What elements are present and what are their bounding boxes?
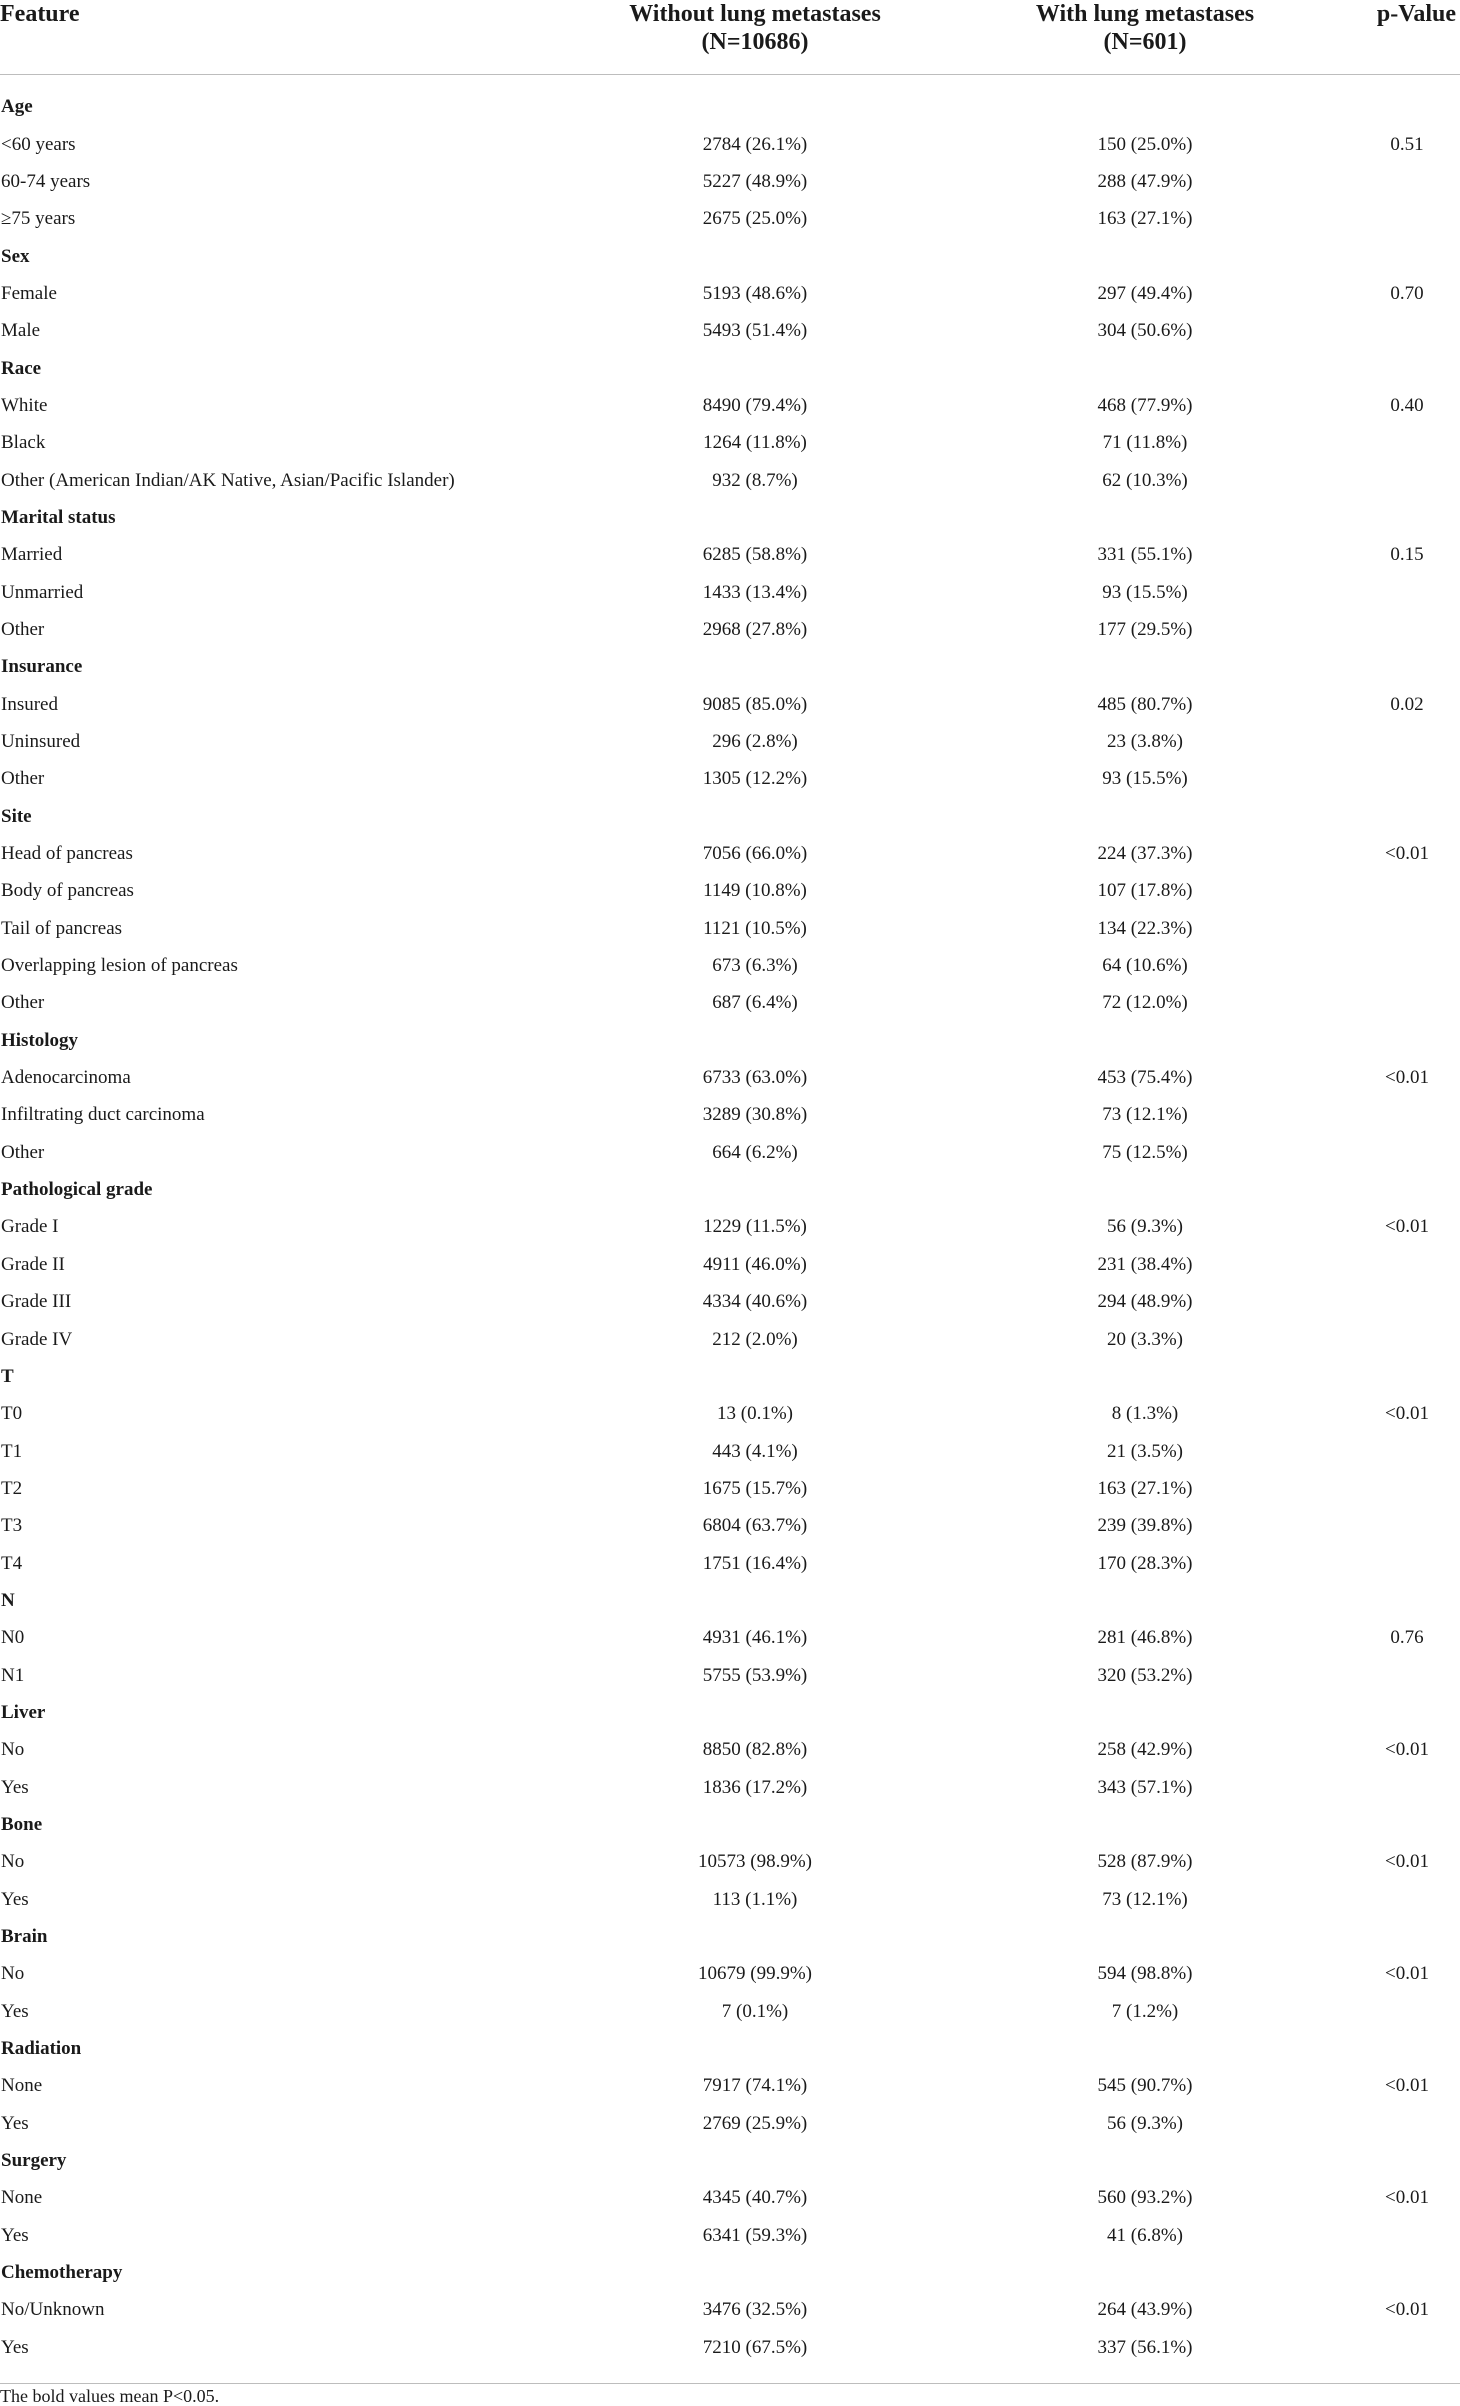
cell-with-lung-metastases: 41 (6.8%) xyxy=(1107,2224,1183,2246)
cell-p-value: 0.15 xyxy=(1390,544,1424,566)
table-row xyxy=(0,1993,1460,2030)
table-row xyxy=(0,872,1460,909)
cell-p-value: <0.01 xyxy=(1385,1739,1429,1761)
row-label: Unmarried xyxy=(1,581,84,603)
table-row xyxy=(0,536,1460,573)
cell-without-lung-metastases: 5227 (48.9%) xyxy=(702,170,808,192)
table-row xyxy=(0,1395,1460,1432)
cell-with-lung-metastases: 64 (10.6%) xyxy=(1102,955,1188,977)
row-label: Infiltrating duct carcinoma xyxy=(1,1104,205,1126)
group-row-sex xyxy=(0,237,1460,274)
group-row-surgery xyxy=(0,2142,1460,2179)
table-row xyxy=(0,1059,1460,1096)
table-body xyxy=(0,75,1460,2366)
table-row xyxy=(0,723,1460,760)
group-row-histology xyxy=(0,1022,1460,1059)
cell-without-lung-metastases: 7056 (66.0%) xyxy=(702,843,808,865)
group-label: Chemotherapy xyxy=(1,2262,123,2284)
cell-p-value xyxy=(1340,424,1460,461)
cell-without-lung-metastases: 1229 (11.5%) xyxy=(703,1216,807,1238)
row-label: No xyxy=(1,1739,25,1761)
cell-p-value: <0.01 xyxy=(1385,1216,1429,1238)
group-label: Race xyxy=(1,357,42,379)
row-label: T0 xyxy=(1,1403,23,1425)
row-label: Yes xyxy=(1,1888,29,1910)
table-row xyxy=(0,2179,1460,2216)
cell-p-value xyxy=(1340,1432,1460,1469)
cell-with-lung-metastases: 71 (11.8%) xyxy=(1102,432,1188,454)
cell-p-value: 0.51 xyxy=(1390,133,1424,155)
group-label: Sex xyxy=(1,245,30,267)
cell-with-lung-metastases: 337 (56.1%) xyxy=(1097,2336,1193,2358)
cell-with-lung-metastases: 258 (42.9%) xyxy=(1097,1739,1193,1761)
table-row xyxy=(0,1656,1460,1693)
table-row xyxy=(0,2105,1460,2142)
table-row xyxy=(0,573,1460,610)
row-label: Female xyxy=(1,282,57,304)
row-label: No/Unknown xyxy=(1,2299,105,2321)
cell-p-value xyxy=(1340,1470,1460,1507)
cell-with-lung-metastases: 73 (12.1%) xyxy=(1102,1104,1188,1126)
cell-without-lung-metastases: 6804 (63.7%) xyxy=(702,1515,808,1537)
row-label: Male xyxy=(1,320,41,342)
cell-p-value xyxy=(1340,2217,1460,2254)
row-label: Grade I xyxy=(1,1216,59,1238)
cell-without-lung-metastases: 7210 (67.5%) xyxy=(702,2336,808,2358)
cell-with-lung-metastases: 7 (1.2%) xyxy=(1111,2000,1179,2022)
cell-without-lung-metastases: 1121 (10.5%) xyxy=(703,917,807,939)
cell-p-value xyxy=(1340,760,1460,797)
table-row xyxy=(0,1768,1460,1805)
cell-with-lung-metastases: 485 (80.7%) xyxy=(1097,693,1193,715)
group-row-pathological-grade xyxy=(0,1171,1460,1208)
row-label: Adenocarcinoma xyxy=(1,1067,131,1089)
table-row xyxy=(0,1507,1460,1544)
cell-without-lung-metastases: 1149 (10.8%) xyxy=(703,880,807,902)
table-row xyxy=(0,1208,1460,1245)
cell-with-lung-metastases: 297 (49.4%) xyxy=(1097,282,1193,304)
cell-p-value xyxy=(1340,984,1460,1021)
row-label: ≥75 years xyxy=(1,208,76,230)
cell-without-lung-metastases: 4334 (40.6%) xyxy=(702,1291,808,1313)
cell-p-value xyxy=(1340,312,1460,349)
cell-without-lung-metastases: 7 (0.1%) xyxy=(721,2000,789,2022)
cell-without-lung-metastases: 3289 (30.8%) xyxy=(702,1104,808,1126)
cell-without-lung-metastases: 113 (1.1%) xyxy=(712,1888,798,1910)
cell-p-value: <0.01 xyxy=(1385,1403,1429,1425)
table-row xyxy=(0,387,1460,424)
cell-without-lung-metastases: 687 (6.4%) xyxy=(712,992,798,1014)
cell-p-value xyxy=(1340,947,1460,984)
header-without-n: (N=10686) xyxy=(701,29,809,55)
cell-p-value xyxy=(1340,1134,1460,1171)
table-row xyxy=(0,2067,1460,2104)
cell-without-lung-metastases: 10679 (99.9%) xyxy=(698,1963,812,1985)
group-row-site xyxy=(0,798,1460,835)
row-label: Yes xyxy=(1,2000,29,2022)
table-row xyxy=(0,611,1460,648)
table-row xyxy=(0,1544,1460,1581)
group-label: Histology xyxy=(1,1029,79,1051)
group-row-bone xyxy=(0,1806,1460,1843)
cell-p-value: <0.01 xyxy=(1385,2075,1429,2097)
cell-with-lung-metastases: 231 (38.4%) xyxy=(1097,1253,1193,1275)
cell-with-lung-metastases: 264 (43.9%) xyxy=(1097,2299,1193,2321)
cell-without-lung-metastases: 6285 (58.8%) xyxy=(702,544,808,566)
group-label: Marital status xyxy=(1,506,116,528)
group-row-n xyxy=(0,1582,1460,1619)
cell-without-lung-metastases: 2675 (25.0%) xyxy=(702,208,808,230)
row-label: Black xyxy=(1,432,46,454)
cell-with-lung-metastases: 239 (39.8%) xyxy=(1097,1515,1193,1537)
cell-with-lung-metastases: 288 (47.9%) xyxy=(1097,170,1193,192)
cell-p-value xyxy=(1340,461,1460,498)
cell-p-value: <0.01 xyxy=(1385,2299,1429,2321)
cell-with-lung-metastases: 453 (75.4%) xyxy=(1097,1067,1193,1089)
row-label: Grade III xyxy=(1,1291,72,1313)
group-label: Site xyxy=(1,805,32,827)
row-label: Other xyxy=(1,768,45,790)
table-row xyxy=(0,163,1460,200)
cell-with-lung-metastases: 343 (57.1%) xyxy=(1097,1776,1193,1798)
cell-p-value: 0.76 xyxy=(1390,1627,1424,1649)
group-label: N xyxy=(1,1589,15,1611)
cell-p-value xyxy=(1340,872,1460,909)
group-label: Surgery xyxy=(1,2150,67,2172)
cell-with-lung-metastases: 107 (17.8%) xyxy=(1097,880,1193,902)
table-row xyxy=(0,1283,1460,1320)
table-row xyxy=(0,1246,1460,1283)
table-row xyxy=(0,275,1460,312)
cell-p-value: 0.40 xyxy=(1390,394,1424,416)
row-label: 60-74 years xyxy=(1,170,91,192)
table-row xyxy=(0,2217,1460,2254)
row-label: Tail of pancreas xyxy=(1,917,123,939)
header-p-value: p-Value xyxy=(1340,0,1460,75)
row-label: Other xyxy=(1,992,45,1014)
cell-with-lung-metastases: 56 (9.3%) xyxy=(1107,2112,1183,2134)
cell-with-lung-metastases: 20 (3.3%) xyxy=(1107,1328,1183,1350)
group-row-liver xyxy=(0,1694,1460,1731)
row-label: Other xyxy=(1,618,45,640)
cell-with-lung-metastases: 93 (15.5%) xyxy=(1102,581,1188,603)
table-row xyxy=(0,2329,1460,2366)
cell-p-value: <0.01 xyxy=(1385,1067,1429,1089)
cell-without-lung-metastases: 2769 (25.9%) xyxy=(702,2112,808,2134)
cell-p-value: <0.01 xyxy=(1385,1851,1429,1873)
group-label: Radiation xyxy=(1,2038,82,2060)
cell-without-lung-metastases: 673 (6.3%) xyxy=(712,955,798,977)
row-label: Other xyxy=(1,1141,45,1163)
cell-without-lung-metastases: 212 (2.0%) xyxy=(712,1328,798,1350)
row-label: Body of pancreas xyxy=(1,880,134,902)
cell-with-lung-metastases: 93 (15.5%) xyxy=(1102,768,1188,790)
cell-without-lung-metastases: 5755 (53.9%) xyxy=(702,1664,808,1686)
cell-with-lung-metastases: 8 (1.3%) xyxy=(1111,1403,1179,1425)
row-label: None xyxy=(1,2187,43,2209)
header-with-lung-metastases xyxy=(950,0,1340,75)
cell-without-lung-metastases: 5493 (51.4%) xyxy=(702,320,808,342)
cell-without-lung-metastases: 664 (6.2%) xyxy=(712,1141,798,1163)
group-label: Insurance xyxy=(1,656,83,678)
cell-with-lung-metastases: 170 (28.3%) xyxy=(1097,1552,1193,1574)
row-label: Insured xyxy=(1,693,58,715)
table-row xyxy=(0,835,1460,872)
cell-p-value xyxy=(1340,910,1460,947)
group-label: T xyxy=(1,1365,14,1387)
table-row xyxy=(0,984,1460,1021)
table-row xyxy=(0,1470,1460,1507)
row-label: T2 xyxy=(1,1477,23,1499)
group-row-marital-status xyxy=(0,499,1460,536)
table-row xyxy=(0,760,1460,797)
cell-p-value: <0.01 xyxy=(1385,1963,1429,1985)
cell-without-lung-metastases: 1675 (15.7%) xyxy=(702,1477,808,1499)
table-footnote: The bold values mean P<0.05. xyxy=(0,2386,220,2406)
cell-without-lung-metastases: 8850 (82.8%) xyxy=(702,1739,808,1761)
header-without-lung-metastases xyxy=(560,0,950,75)
table-row xyxy=(0,910,1460,947)
cell-without-lung-metastases: 1264 (11.8%) xyxy=(703,432,807,454)
cell-with-lung-metastases: 21 (3.5%) xyxy=(1107,1440,1183,1462)
cell-with-lung-metastases: 134 (22.3%) xyxy=(1097,917,1193,939)
header-with-title: With lung metastases xyxy=(1035,1,1255,27)
group-label: Pathological grade xyxy=(1,1179,153,1201)
table-row xyxy=(0,312,1460,349)
cell-without-lung-metastases: 2968 (27.8%) xyxy=(702,618,808,640)
cell-p-value xyxy=(1340,2105,1460,2142)
cell-p-value xyxy=(1340,1096,1460,1133)
cell-p-value: 0.02 xyxy=(1390,693,1424,715)
cell-without-lung-metastases: 13 (0.1%) xyxy=(717,1403,793,1425)
cell-with-lung-metastases: 320 (53.2%) xyxy=(1097,1664,1193,1686)
table-row xyxy=(0,1881,1460,1918)
row-label: None xyxy=(1,2075,43,2097)
cell-p-value xyxy=(1340,163,1460,200)
cell-without-lung-metastases: 9085 (85.0%) xyxy=(702,693,808,715)
cell-p-value: <0.01 xyxy=(1385,843,1429,865)
cell-with-lung-metastases: 331 (55.1%) xyxy=(1097,544,1193,566)
cell-with-lung-metastases: 528 (87.9%) xyxy=(1097,1851,1193,1873)
header-without-title: Without lung metastases xyxy=(629,1,881,27)
row-label: Head of pancreas xyxy=(1,843,133,865)
table-row xyxy=(0,424,1460,461)
header-row xyxy=(0,0,1460,75)
table-row xyxy=(0,1619,1460,1656)
cell-p-value xyxy=(1340,1768,1460,1805)
cell-with-lung-metastases: 62 (10.3%) xyxy=(1102,469,1188,491)
cell-p-value xyxy=(1340,2329,1460,2366)
cell-without-lung-metastases: 4345 (40.7%) xyxy=(702,2187,808,2209)
row-label: Other (American Indian/AK Native, Asian/Pacific Islander) xyxy=(1,469,455,491)
row-label: White xyxy=(1,394,48,416)
row-label: Yes xyxy=(1,1776,29,1798)
row-label: Yes xyxy=(1,2224,29,2246)
table-row xyxy=(0,947,1460,984)
row-label: Yes xyxy=(1,2112,29,2134)
cell-p-value xyxy=(1340,1544,1460,1581)
cell-p-value xyxy=(1340,611,1460,648)
row-label: Uninsured xyxy=(1,731,81,753)
group-row-t xyxy=(0,1358,1460,1395)
cell-with-lung-metastases: 177 (29.5%) xyxy=(1097,618,1193,640)
cell-without-lung-metastases: 7917 (74.1%) xyxy=(702,2075,808,2097)
table-row xyxy=(0,1432,1460,1469)
table-row xyxy=(0,686,1460,723)
table-row xyxy=(0,1320,1460,1357)
row-label: <60 years xyxy=(1,133,76,155)
row-label: T1 xyxy=(1,1440,23,1462)
cell-with-lung-metastases: 224 (37.3%) xyxy=(1097,843,1193,865)
table-row xyxy=(0,1134,1460,1171)
cell-without-lung-metastases: 6341 (59.3%) xyxy=(702,2224,808,2246)
row-label: N1 xyxy=(1,1664,25,1686)
cell-p-value xyxy=(1340,200,1460,237)
cell-without-lung-metastases: 5193 (48.6%) xyxy=(702,282,808,304)
row-label: N0 xyxy=(1,1627,25,1649)
cell-with-lung-metastases: 56 (9.3%) xyxy=(1107,1216,1183,1238)
cell-without-lung-metastases: 8490 (79.4%) xyxy=(702,394,808,416)
cell-p-value: <0.01 xyxy=(1385,2187,1429,2209)
cell-p-value xyxy=(1340,1881,1460,1918)
group-row-radiation xyxy=(0,2030,1460,2067)
row-label: Yes xyxy=(1,2336,29,2358)
table-header xyxy=(0,0,1460,75)
table-row xyxy=(0,2291,1460,2328)
cell-without-lung-metastases: 1433 (13.4%) xyxy=(702,581,808,603)
group-row-insurance xyxy=(0,648,1460,685)
row-label: T4 xyxy=(1,1552,23,1574)
cell-without-lung-metastases: 3476 (32.5%) xyxy=(702,2299,808,2321)
header-feature: Feature xyxy=(0,0,560,75)
table-row xyxy=(0,1955,1460,1992)
cell-without-lung-metastases: 1305 (12.2%) xyxy=(702,768,808,790)
cell-without-lung-metastases: 1751 (16.4%) xyxy=(702,1552,808,1574)
cell-without-lung-metastases: 296 (2.8%) xyxy=(712,731,798,753)
cell-without-lung-metastases: 1836 (17.2%) xyxy=(702,1776,808,1798)
row-label: Married xyxy=(1,544,63,566)
cell-without-lung-metastases: 932 (8.7%) xyxy=(712,469,798,491)
cell-with-lung-metastases: 23 (3.8%) xyxy=(1107,731,1183,753)
cell-p-value xyxy=(1340,573,1460,610)
group-row-chemotherapy xyxy=(0,2254,1460,2291)
cell-with-lung-metastases: 294 (48.9%) xyxy=(1097,1291,1193,1313)
cell-without-lung-metastases: 4911 (46.0%) xyxy=(703,1253,807,1275)
cell-with-lung-metastases: 163 (27.1%) xyxy=(1097,208,1193,230)
cell-without-lung-metastases: 4931 (46.1%) xyxy=(702,1627,808,1649)
group-label: Brain xyxy=(1,1926,48,1948)
table-row xyxy=(0,200,1460,237)
table-row xyxy=(0,461,1460,498)
cell-with-lung-metastases: 594 (98.8%) xyxy=(1097,1963,1193,1985)
footer-divider xyxy=(0,2383,1460,2384)
cell-with-lung-metastases: 560 (93.2%) xyxy=(1097,2187,1193,2209)
group-row-race xyxy=(0,349,1460,386)
cell-with-lung-metastases: 545 (90.7%) xyxy=(1097,2075,1193,2097)
table-row xyxy=(0,1096,1460,1133)
cell-with-lung-metastases: 304 (50.6%) xyxy=(1097,320,1193,342)
cell-p-value xyxy=(1340,1320,1460,1357)
table-row xyxy=(0,1843,1460,1880)
row-label: No xyxy=(1,1963,25,1985)
table-row xyxy=(0,1731,1460,1768)
cell-with-lung-metastases: 72 (12.0%) xyxy=(1102,992,1188,1014)
cell-with-lung-metastases: 75 (12.5%) xyxy=(1102,1141,1188,1163)
cell-with-lung-metastases: 150 (25.0%) xyxy=(1097,133,1193,155)
row-label: Grade II xyxy=(1,1253,65,1275)
cell-p-value xyxy=(1340,1283,1460,1320)
header-spacer xyxy=(0,75,1460,89)
cell-with-lung-metastases: 281 (46.8%) xyxy=(1097,1627,1193,1649)
row-label: No xyxy=(1,1851,25,1873)
cell-without-lung-metastases: 2784 (26.1%) xyxy=(702,133,808,155)
cell-with-lung-metastases: 468 (77.9%) xyxy=(1097,394,1193,416)
row-label: Grade IV xyxy=(1,1328,73,1350)
cell-p-value xyxy=(1340,1656,1460,1693)
cell-p-value xyxy=(1340,1993,1460,2030)
group-row-age xyxy=(0,88,1460,125)
cell-without-lung-metastases: 443 (4.1%) xyxy=(712,1440,798,1462)
cell-p-value xyxy=(1340,1246,1460,1283)
table-row xyxy=(0,125,1460,162)
cell-p-value: 0.70 xyxy=(1390,282,1424,304)
group-row-brain xyxy=(0,1918,1460,1955)
row-label: T3 xyxy=(1,1515,23,1537)
cell-without-lung-metastases: 10573 (98.9%) xyxy=(698,1851,812,1873)
cell-p-value xyxy=(1340,723,1460,760)
cell-p-value xyxy=(1340,1507,1460,1544)
group-label: Liver xyxy=(1,1701,46,1723)
cell-without-lung-metastases: 6733 (63.0%) xyxy=(702,1067,808,1089)
cell-with-lung-metastases: 73 (12.1%) xyxy=(1102,1888,1188,1910)
header-with-n: (N=601) xyxy=(1103,29,1187,55)
cell-with-lung-metastases: 163 (27.1%) xyxy=(1097,1477,1193,1499)
group-label: Age xyxy=(1,96,33,118)
group-label: Bone xyxy=(1,1813,43,1835)
row-label: Overlapping lesion of pancreas xyxy=(1,955,238,977)
